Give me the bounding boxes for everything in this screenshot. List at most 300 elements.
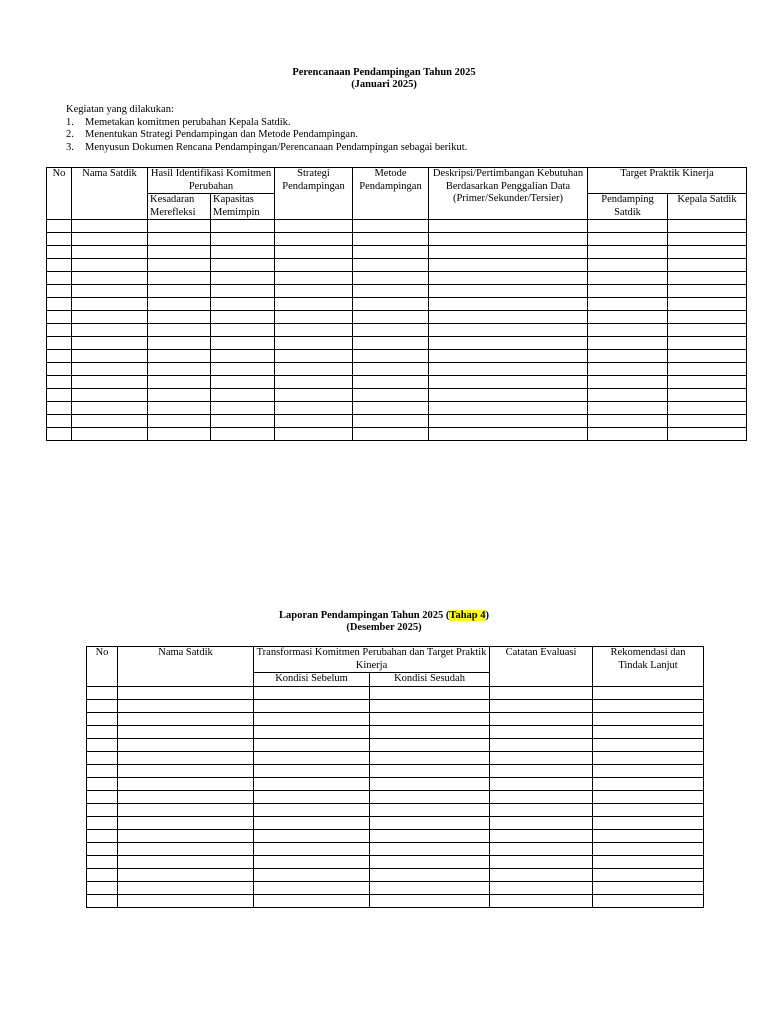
table-cell [429, 389, 588, 402]
table-cell [370, 751, 490, 764]
table-cell [148, 415, 211, 428]
table-cell [118, 686, 254, 699]
table-cell [370, 777, 490, 790]
table-cell [275, 220, 353, 233]
table-cell [370, 894, 490, 907]
table-cell [370, 842, 490, 855]
header-kondisi-sesudah: Kondisi Sesudah [370, 673, 490, 687]
table-row [87, 855, 704, 868]
table-cell [593, 855, 704, 868]
table-cell [275, 246, 353, 259]
table-cell [429, 220, 588, 233]
table-cell [593, 842, 704, 855]
table-cell [118, 777, 254, 790]
header-metode: Metode Pendampingan [353, 168, 429, 220]
table-cell [588, 402, 668, 415]
table-cell [588, 298, 668, 311]
table-cell [490, 855, 593, 868]
table-cell [275, 376, 353, 389]
table-cell [429, 272, 588, 285]
table-cell [370, 855, 490, 868]
table-row [47, 389, 747, 402]
table-cell [72, 324, 148, 337]
table-cell [148, 389, 211, 402]
plan-table [46, 167, 747, 441]
table-cell [148, 220, 211, 233]
report-title-line2: (Desember 2025) [346, 622, 422, 633]
table-cell [72, 337, 148, 350]
table-cell [275, 389, 353, 402]
table-cell [87, 842, 118, 855]
table-cell [72, 285, 148, 298]
table-cell [211, 337, 275, 350]
table-cell [353, 363, 429, 376]
table-cell [254, 738, 370, 751]
header-hasil-identifikasi: Hasil Identifikasi Komitmen Perubahan [148, 168, 275, 194]
activity-item: 2. Menentukan Strategi Pendampingan dan Metode Pendampingan. [66, 129, 358, 140]
table-row [47, 285, 747, 298]
table-row [87, 790, 704, 803]
table-cell [588, 363, 668, 376]
table-cell [254, 855, 370, 868]
table-cell [211, 220, 275, 233]
table-cell [588, 415, 668, 428]
table-row [87, 686, 704, 699]
table-cell [370, 725, 490, 738]
table-cell [353, 259, 429, 272]
table-row [87, 881, 704, 894]
table-cell [353, 324, 429, 337]
table-cell [490, 881, 593, 894]
table-cell [148, 311, 211, 324]
table-cell [211, 246, 275, 259]
table-cell [588, 233, 668, 246]
table-cell [490, 712, 593, 725]
table-cell [211, 259, 275, 272]
table-cell [429, 428, 588, 441]
table-cell [118, 803, 254, 816]
table-row [47, 311, 747, 324]
table-row [87, 738, 704, 751]
table-cell [254, 894, 370, 907]
table-cell [275, 298, 353, 311]
table-cell [211, 285, 275, 298]
table-cell [370, 816, 490, 829]
table-cell [490, 816, 593, 829]
table-cell [47, 376, 72, 389]
table-cell [47, 220, 72, 233]
table-cell [254, 842, 370, 855]
table-cell [118, 751, 254, 764]
table-cell [668, 246, 747, 259]
table-cell [148, 376, 211, 389]
table-cell [254, 712, 370, 725]
table-row [47, 220, 747, 233]
table-cell [593, 829, 704, 842]
table-cell [490, 894, 593, 907]
table-cell [490, 803, 593, 816]
table-row [47, 402, 747, 415]
table-cell [588, 259, 668, 272]
table-cell [668, 298, 747, 311]
report-table [86, 646, 704, 908]
table-cell [87, 699, 118, 712]
table-cell [47, 363, 72, 376]
table-cell [353, 272, 429, 285]
table-cell [593, 777, 704, 790]
table-cell [211, 272, 275, 285]
table-cell [370, 764, 490, 777]
table-cell [668, 259, 747, 272]
table-cell [353, 220, 429, 233]
table-cell [275, 415, 353, 428]
table-cell [148, 285, 211, 298]
stage-highlight: Tahap 4 [449, 610, 486, 621]
table-cell [353, 376, 429, 389]
table-cell [353, 337, 429, 350]
table-cell [490, 686, 593, 699]
table-row [87, 803, 704, 816]
table-cell [118, 699, 254, 712]
table-cell [118, 712, 254, 725]
table-cell [148, 246, 211, 259]
table-cell [588, 311, 668, 324]
table-cell [47, 428, 72, 441]
activity-item: 1. Memetakan komitmen perubahan Kepala Satdik. [66, 116, 291, 128]
table-cell [72, 311, 148, 324]
table-row [87, 842, 704, 855]
table-cell [254, 699, 370, 712]
table-cell [429, 337, 588, 350]
table-cell [148, 259, 211, 272]
table-cell [593, 712, 704, 725]
table-row [47, 233, 747, 246]
table-cell [275, 233, 353, 246]
table-row [47, 337, 747, 350]
table-cell [254, 790, 370, 803]
table-cell [211, 363, 275, 376]
table-cell [370, 686, 490, 699]
table-cell [593, 751, 704, 764]
table-cell [490, 751, 593, 764]
table-cell [490, 764, 593, 777]
table-cell [370, 790, 490, 803]
table-cell [370, 803, 490, 816]
table-cell [275, 402, 353, 415]
table-cell [429, 402, 588, 415]
table-cell [668, 272, 747, 285]
table-cell [429, 311, 588, 324]
table-cell [72, 233, 148, 246]
table-row [87, 816, 704, 829]
table-cell [275, 428, 353, 441]
table-cell [429, 246, 588, 259]
table-cell [593, 803, 704, 816]
table-cell [148, 298, 211, 311]
table-cell [72, 363, 148, 376]
table-cell [118, 842, 254, 855]
table-cell [148, 363, 211, 376]
table-cell [72, 402, 148, 415]
table-cell [275, 311, 353, 324]
table-cell [211, 233, 275, 246]
table-cell [211, 402, 275, 415]
table-cell [118, 738, 254, 751]
table-cell [118, 764, 254, 777]
table-cell [588, 246, 668, 259]
table-cell [87, 686, 118, 699]
table-cell [429, 415, 588, 428]
table-cell [211, 311, 275, 324]
table-cell [47, 246, 72, 259]
table-cell [353, 415, 429, 428]
table-cell [370, 712, 490, 725]
table-cell [47, 285, 72, 298]
table-cell [593, 725, 704, 738]
table-cell [87, 777, 118, 790]
table-cell [668, 337, 747, 350]
table-cell [72, 350, 148, 363]
table-cell [275, 272, 353, 285]
table-cell [47, 298, 72, 311]
table-cell [370, 868, 490, 881]
header-nama-satdik: Nama Satdik [118, 647, 254, 687]
table-cell [87, 829, 118, 842]
table-cell [353, 233, 429, 246]
table-cell [47, 272, 72, 285]
plan-title [0, 67, 768, 91]
table-cell [87, 803, 118, 816]
table-cell [275, 350, 353, 363]
table-cell [87, 738, 118, 751]
table-cell [254, 751, 370, 764]
table-cell [72, 389, 148, 402]
table-cell [254, 725, 370, 738]
table-cell [118, 816, 254, 829]
table-row [87, 777, 704, 790]
table-cell [490, 699, 593, 712]
table-row [47, 298, 747, 311]
table-cell [118, 868, 254, 881]
table-cell [87, 751, 118, 764]
table-cell [353, 350, 429, 363]
table-cell [148, 428, 211, 441]
table-cell [275, 259, 353, 272]
table-cell [148, 272, 211, 285]
table-row [47, 428, 747, 441]
table-cell [254, 881, 370, 894]
table-cell [47, 233, 72, 246]
table-cell [668, 324, 747, 337]
table-cell [490, 829, 593, 842]
table-cell [87, 790, 118, 803]
table-cell [87, 855, 118, 868]
table-cell [87, 764, 118, 777]
table-cell [668, 350, 747, 363]
table-cell [429, 376, 588, 389]
table-row [87, 894, 704, 907]
table-cell [47, 389, 72, 402]
table-cell [148, 337, 211, 350]
table-cell [47, 415, 72, 428]
table-cell [370, 829, 490, 842]
table-cell [668, 285, 747, 298]
table-cell [72, 428, 148, 441]
table-cell [72, 415, 148, 428]
header-catatan-evaluasi: Catatan Evaluasi [490, 647, 593, 687]
table-row [47, 415, 747, 428]
activity-item: 3. Menyusun Dokumen Rencana Pendampingan/Perencanaan Pendampingan sebagai berikut. [66, 141, 468, 153]
table-cell [211, 350, 275, 363]
table-cell [668, 428, 747, 441]
table-cell [490, 842, 593, 855]
table-cell [490, 790, 593, 803]
header-kondisi-sebelum: Kondisi Sebelum [254, 673, 370, 687]
table-cell [593, 699, 704, 712]
table-cell [47, 259, 72, 272]
table-cell [490, 725, 593, 738]
table-cell [47, 337, 72, 350]
table-cell [593, 868, 704, 881]
table-cell [118, 725, 254, 738]
header-transformasi: Transformasi Komitmen Perubahan dan Target Praktik Kinerja [254, 647, 490, 673]
header-kesadaran: Kesadaran Merefleksi [148, 194, 211, 220]
header-strategi: Strategi Pendampingan [275, 168, 353, 220]
table-row [47, 259, 747, 272]
table-cell [490, 738, 593, 751]
table-cell [72, 246, 148, 259]
table-cell [353, 402, 429, 415]
table-cell [275, 324, 353, 337]
table-cell [588, 285, 668, 298]
table-cell [275, 285, 353, 298]
table-row [87, 699, 704, 712]
table-cell [254, 816, 370, 829]
table-cell [668, 220, 747, 233]
plan-title-line2: (Januari 2025) [351, 79, 417, 90]
table-cell [593, 764, 704, 777]
table-row [87, 829, 704, 842]
table-cell [593, 738, 704, 751]
table-cell [254, 829, 370, 842]
table-cell [668, 311, 747, 324]
activities-intro [66, 104, 467, 154]
table-cell [370, 699, 490, 712]
table-cell [588, 389, 668, 402]
header-no: No [47, 168, 72, 220]
table-cell [72, 220, 148, 233]
header-deskripsi: Deskripsi/Pertimbangan Kebutuhan Berdasarkan Penggalian Data (Primer/Sekunder/Tersier) [429, 168, 588, 220]
table-cell [211, 389, 275, 402]
table-cell [72, 298, 148, 311]
table-cell [588, 337, 668, 350]
table-cell [429, 298, 588, 311]
table-row [47, 363, 747, 376]
table-cell [87, 881, 118, 894]
table-cell [668, 389, 747, 402]
table-cell [490, 868, 593, 881]
table-row [47, 350, 747, 363]
activities-list [66, 117, 467, 155]
table-cell [87, 816, 118, 829]
table-cell [593, 894, 704, 907]
table-cell [353, 311, 429, 324]
table-cell [254, 764, 370, 777]
table-cell [668, 376, 747, 389]
table-cell [588, 428, 668, 441]
table-cell [118, 790, 254, 803]
table-cell [588, 324, 668, 337]
table-cell [87, 868, 118, 881]
table-row [47, 376, 747, 389]
table-row [87, 712, 704, 725]
table-cell [47, 350, 72, 363]
table-cell [47, 324, 72, 337]
table-cell [148, 233, 211, 246]
table-row [47, 246, 747, 259]
table-cell [118, 881, 254, 894]
table-cell [668, 415, 747, 428]
table-cell [353, 285, 429, 298]
table-cell [118, 829, 254, 842]
table-cell [254, 777, 370, 790]
table-cell [47, 402, 72, 415]
table-cell [668, 363, 747, 376]
table-cell [668, 233, 747, 246]
table-row [87, 725, 704, 738]
table-row [87, 751, 704, 764]
report-title [0, 610, 768, 634]
header-pendamping: Pendamping Satdik [588, 194, 668, 220]
table-cell [593, 790, 704, 803]
header-nama-satdik: Nama Satdik [72, 168, 148, 220]
table-cell [490, 777, 593, 790]
header-kepala: Kepala Satdik [668, 194, 747, 220]
activities-heading: Kegiatan yang dilakukan: [66, 104, 174, 115]
table-cell [370, 881, 490, 894]
table-cell [148, 402, 211, 415]
table-row [47, 272, 747, 285]
header-rekomendasi: Rekomendasi dan Tindak Lanjut [593, 647, 704, 687]
table-cell [211, 324, 275, 337]
table-cell [72, 259, 148, 272]
table-cell [593, 816, 704, 829]
table-cell [148, 324, 211, 337]
table-cell [118, 855, 254, 868]
table-cell [588, 272, 668, 285]
table-row [87, 764, 704, 777]
table-cell [353, 389, 429, 402]
table-cell [429, 285, 588, 298]
table-cell [87, 894, 118, 907]
table-cell [588, 350, 668, 363]
table-cell [254, 686, 370, 699]
table-cell [72, 272, 148, 285]
table-cell [588, 376, 668, 389]
table-cell [429, 350, 588, 363]
table-cell [254, 803, 370, 816]
table-cell [254, 868, 370, 881]
table-cell [353, 246, 429, 259]
table-cell [275, 337, 353, 350]
table-cell [275, 363, 353, 376]
header-kapasitas: Kapasitas Memimpin [211, 194, 275, 220]
table-cell [87, 725, 118, 738]
table-cell [429, 363, 588, 376]
table-cell [211, 428, 275, 441]
table-cell [211, 298, 275, 311]
table-cell [211, 415, 275, 428]
